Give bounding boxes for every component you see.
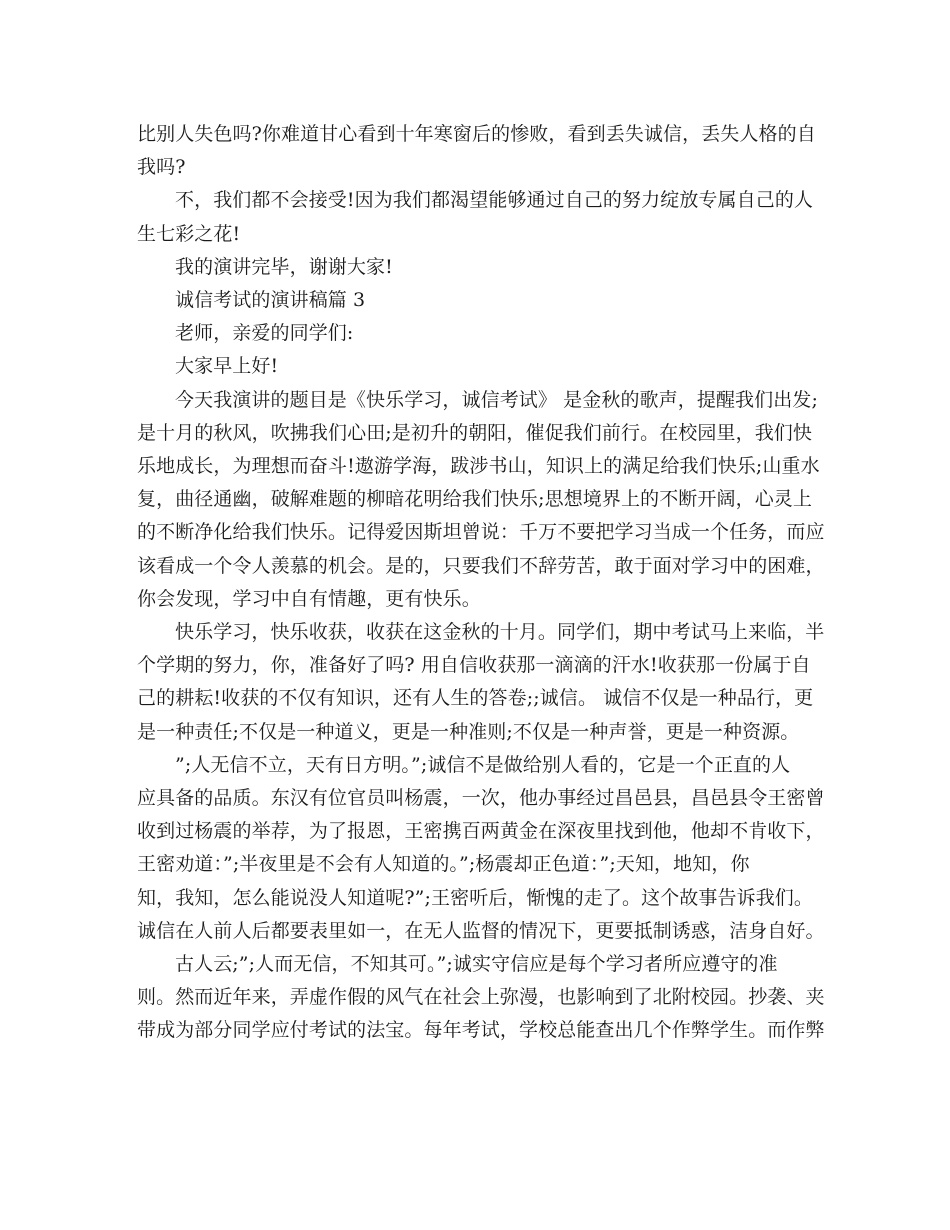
text-line: 我的演讲完毕，谢谢大家! [175, 255, 393, 278]
text-line: 你会发现，学习中自有情趣，更有快乐。 [137, 587, 481, 610]
text-line: 是十月的秋风，吹拂我们心田;是初升的朝阳，催促我们前行。在校园里，我们快 [137, 421, 813, 444]
text-line: 比别人失色吗?你难道甘心看到十年寒窗后的惨败，看到丢失诚信，丢失人格的自 [137, 123, 816, 145]
text-line: 乐地成长，为理想而奋斗!遨游学海，跋涉书山，知识上的满足给我们快乐;山重水 [137, 455, 820, 478]
text-line: 是一种责任;不仅是一种道义，更是一种准则;不仅是一种声誉，更是一种资源。 [137, 720, 800, 743]
text-line: 的不断净化给我们快乐。记得爱因斯坦曾说：千万不要把学习当成一个任务，而应 [137, 521, 825, 544]
text-line: 诚信考试的演讲稿篇 3 [175, 289, 366, 312]
text-line: ”;人无信不立，天有日方明。”;诚信不是做给别人看的，它是一个正直的人 [175, 753, 791, 776]
text-line: 复，曲径通幽，破解难题的柳暗花明给我们快乐;思想境界上的不断开阔，心灵上 [137, 488, 813, 511]
text-line: 收到过杨震的举荐，为了报恩，王密携百两黄金在深夜里找到他，他却不肯收下， [137, 820, 825, 843]
text-line: 生七彩之花! [137, 222, 241, 245]
text-line: 则。然而近年来，弄虚作假的风气在社会上弥漫，也影响到了北附校园。抄袭、夹 [137, 986, 825, 1009]
text-line: 大家早上好! [175, 355, 279, 378]
text-line: 不，我们都不会接受!因为我们都渴望能够通过自己的努力绽放专属自己的人 [175, 189, 814, 212]
text-line: 个学期的努力，你，准备好了吗? 用自信收获那一滴滴的汗水!收获那一份属于自 [137, 654, 811, 677]
text-line: 我吗? [137, 156, 186, 179]
text-line: 诚信在人前人后都要表里如一，在无人监督的情况下，更要抵制诱惑，洁身自好。 [137, 919, 825, 942]
text-line: 古人云;”;人而无信，不知其可。”;诚实守信应是每个学习者所应遵守的准 [175, 953, 778, 976]
text-line: 己的耕耘!收获的不仅有知识，还有人生的答卷;;诚信。 诚信不仅是一种品行，更 [137, 687, 814, 710]
text-line: 带成为部分同学应付考试的法宝。每年考试，学校总能查出几个作弊学生。而作弊 [137, 1019, 825, 1042]
text-line: 老师，亲爱的同学们: [175, 322, 354, 345]
text-line: 该看成一个令人羡慕的机会。是的，只要我们不辞劳苦，敢于面对学习中的困难， [137, 554, 825, 577]
text-line: 应具备的品质。东汉有位官员叫杨震，一次，他办事经过昌邑县，昌邑县令王密曾 [137, 787, 825, 810]
document-body [137, 118, 825, 1048]
text-line: 今天我演讲的题目是《快乐学习，诚信考试》 是金秋的歌声，提醒我们出发; [175, 388, 818, 411]
text-line: 王密劝道：”;半夜里是不会有人知道的。”;杨震却正色道：”;天知，地知，你 [137, 853, 750, 876]
text-line: 知，我知，怎么能说没人知道呢?”;王密听后，惭愧的走了。这个故事告诉我们。 [137, 886, 814, 909]
text-line: 快乐学习，快乐收获，收获在这金秋的十月。同学们，期中考试马上来临，半 [175, 621, 825, 644]
